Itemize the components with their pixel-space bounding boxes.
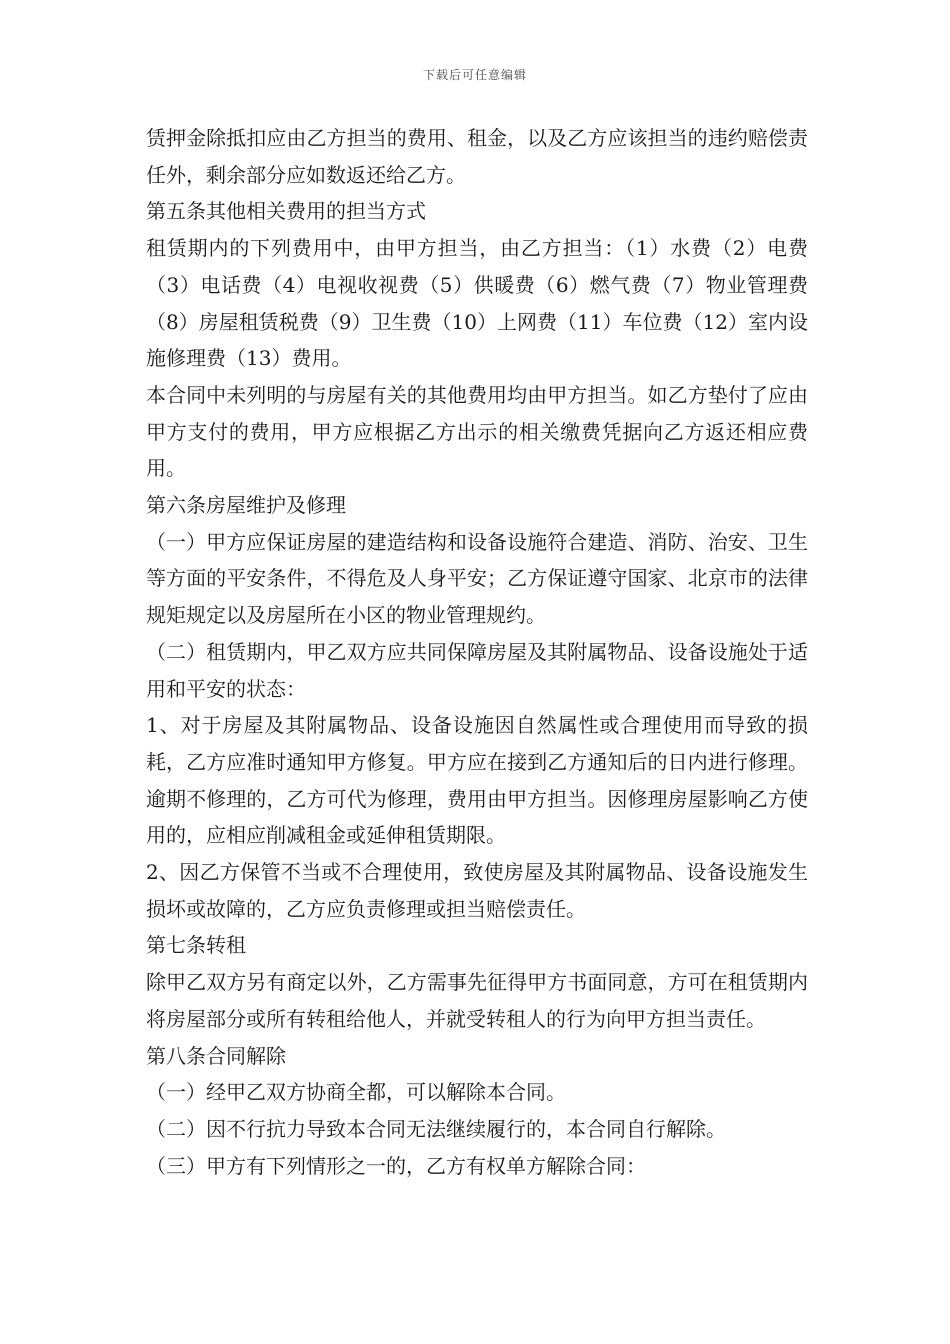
heading-article-5: 第五条其他相关费用的担当方式	[146, 199, 426, 224]
paragraph-sublease: 除甲乙双方另有商定以外，乙方需事先征得甲方书面同意，方可在租赁期内将房屋部分或所有转租给他人，并就受转租人的行为向甲方担当责任。	[146, 970, 808, 1031]
paragraph-termination-1: （一）经甲乙双方协商全都，可以解除本合同。	[146, 1080, 566, 1105]
heading-article-6: 第六条房屋维护及修理	[146, 493, 346, 518]
page-header: 下载后可任意编辑	[422, 68, 527, 82]
paragraph-termination-2: （二）因不行抗力导致本合同无法继续履行的，本合同自行解除。	[146, 1116, 726, 1141]
paragraph-other-fees: 本合同中未列明的与房屋有关的其他费用均由甲方担当。如乙方垫付了应由甲方支付的费用，甲方应根据乙方出示的相关缴费凭据向乙方返还相应费用。	[146, 382, 808, 481]
paragraph-safety-conditions: （一）甲方应保证房屋的建造结构和设备设施符合建造、消防、治安、卫生等方面的平安条件，不得危及人身平安；乙方保证遵守国家、北京市的法律规矩规定以及房屋所在小区的物业管理规约。	[146, 529, 808, 628]
paragraph-termination-3: （三）甲方有下列情形之一的，乙方有权单方解除合同：	[146, 1153, 646, 1178]
paragraph-repair-item-2: 2、因乙方保管不当或不合理使用，致使房屋及其附属物品、设备设施发生损坏或故障的，乙方应负责修理或担当赔偿责任。	[146, 860, 808, 921]
heading-article-7: 第七条转租	[146, 933, 246, 958]
paragraph-repair-item-1: 1、对于房屋及其附属物品、设备设施因自然属性或合理使用而导致的损耗，乙方应准时通知甲方修复。甲方应在接到乙方通知后的日内进行修理。逾期不修理的，乙方可代为修理，费用由甲方担当。因修理房屋影响乙方使用的，应相应削减租金或延伸租赁期限。	[146, 713, 808, 848]
paragraph-fee-list: 租赁期内的下列费用中，由甲方担当，由乙方担当：（1）水费（2）电费（3）电话费（4）电视收视费（5）供暖费（6）燃气费（7）物业管理费（8）房屋租赁税费（9）卫生费（10）上网费（11）车位费（12）室内设施修理费（13）费用。	[146, 236, 808, 371]
paragraph-joint-maintenance: （二）租赁期内，甲乙双方应共同保障房屋及其附属物品、设备设施处于适用和平安的状态：	[146, 639, 808, 701]
paragraph-deposit-return: 赁押金除抵扣应由乙方担当的费用、租金，以及乙方应该担当的违约赔偿责任外，剩余部分应如数返还给乙方。	[146, 126, 808, 187]
heading-article-8: 第八条合同解除	[146, 1043, 286, 1068]
document-body	[146, 120, 808, 1184]
